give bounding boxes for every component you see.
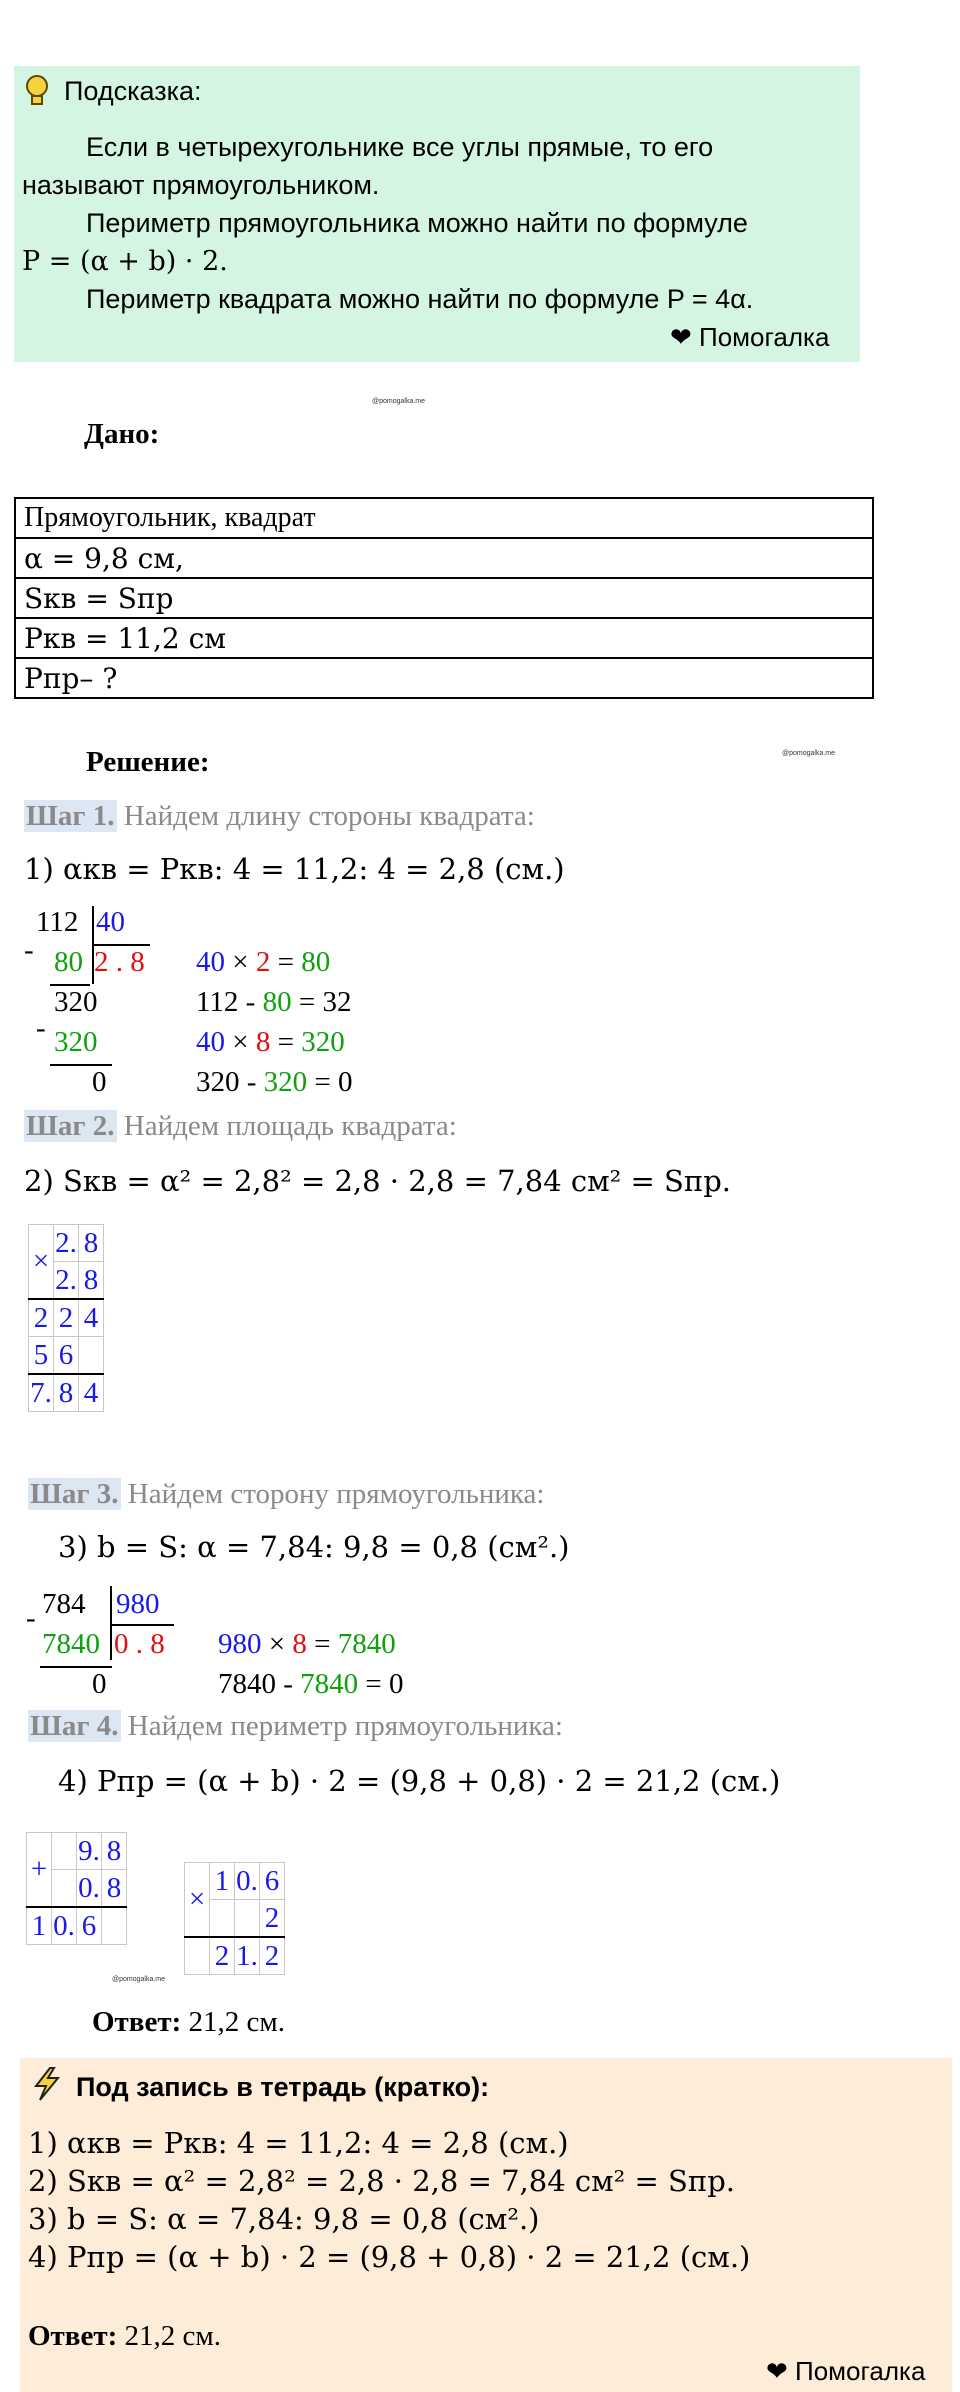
watermark: @pomogalka.me xyxy=(782,750,836,757)
digit: 6 xyxy=(260,1863,285,1900)
step-3-formula: 3) b = S: α = 7,84: 9,8 = 0,8 (см².) xyxy=(58,1530,570,1564)
lightning-icon xyxy=(30,2066,64,2102)
digit: 0. xyxy=(235,1863,260,1900)
dividend: 112 xyxy=(36,906,79,938)
step-text: Найдем длину стороны квадрата: xyxy=(123,800,535,832)
hint-line: Периметр квадрата можно найти по формуле P = 4α. xyxy=(86,284,754,314)
digit: 6 xyxy=(77,1907,102,1945)
step-2-header xyxy=(24,1110,457,1143)
digit: 4 xyxy=(79,1374,104,1412)
notebook-box xyxy=(20,2058,952,2392)
hint-formula: P = (α + b) · 2. xyxy=(22,246,228,277)
step-1-header xyxy=(24,800,535,833)
check-line: 40 × 2 = 80 xyxy=(196,946,331,978)
digit: 5 xyxy=(29,1337,54,1375)
answer-label: Ответ: xyxy=(92,2006,182,2038)
check-line: 980 × 8 = 7840 xyxy=(218,1628,396,1660)
subtrahend: 7840 xyxy=(42,1628,100,1660)
digit: 0. xyxy=(77,1870,102,1908)
digit xyxy=(79,1337,104,1375)
digit: 8 xyxy=(79,1262,104,1300)
notebook-line: 2) Sкв = α² = 2,8² = 2,8 · 2,8 = 7,84 см² = Sпр. xyxy=(28,2164,736,2198)
notebook-line: 4) Pпр = (α + b) · 2 = (9,8 + 0,8) · 2 = 21,2 (см.) xyxy=(28,2240,751,2274)
digit: 1 xyxy=(27,1907,52,1945)
notebook-answer xyxy=(28,2320,221,2353)
hint-line: называют прямоугольником. xyxy=(22,170,380,200)
heart-icon: ❤ xyxy=(670,322,692,352)
lightbulb-icon xyxy=(24,74,50,108)
given-row: Pпр– ? xyxy=(15,658,873,698)
digit: 4 xyxy=(79,1299,104,1337)
dividend: 784 xyxy=(42,1588,86,1620)
multiplication-grid-2 xyxy=(184,1862,285,1975)
hint-line: Если в четырехугольнике все углы прямые, то его xyxy=(86,132,714,162)
check-line: 112 - 80 = 32 xyxy=(196,986,352,1018)
plus-sign: + xyxy=(27,1833,52,1908)
digit: 0. xyxy=(52,1907,77,1945)
step-text: Найдем периметр прямоугольника: xyxy=(127,1710,563,1742)
check-line: 7840 - 7840 = 0 xyxy=(218,1668,404,1700)
digit: 7. xyxy=(29,1374,54,1412)
step-2-formula: 2) Sкв = α² = 2,8² = 2,8 · 2,8 = 7,84 см² = Sпр. xyxy=(24,1164,732,1198)
notebook-line: 3) b = S: α = 7,84: 9,8 = 0,8 (см².) xyxy=(28,2202,540,2236)
brand-label: ❤ Помогалка xyxy=(766,2356,926,2386)
digit: 6 xyxy=(54,1337,79,1375)
divisor: 980 xyxy=(116,1588,160,1620)
step-label: Шаг 4. xyxy=(30,1710,119,1742)
answer-label: Ответ: xyxy=(28,2320,118,2352)
hint-box xyxy=(14,66,860,362)
digit: 2 xyxy=(260,1900,285,1938)
digit: 1. xyxy=(235,1937,260,1975)
watermark: @pomogalka.me xyxy=(112,1976,166,1983)
step-4-formula: 4) Pпр = (α + b) · 2 = (9,8 + 0,8) · 2 = 21,2 (см.) xyxy=(58,1764,781,1798)
answer-value: 21,2 см. xyxy=(188,2006,285,2038)
divisor: 40 xyxy=(96,906,125,938)
digit xyxy=(185,1937,210,1975)
step-label: Шаг 3. xyxy=(30,1478,119,1510)
times-sign: × xyxy=(29,1225,54,1300)
digit: 2 xyxy=(260,1937,285,1975)
step-label: Шаг 2. xyxy=(26,1110,115,1142)
digit: 2. xyxy=(54,1262,79,1300)
digit: 8 xyxy=(54,1374,79,1412)
given-row: Sкв = Sпр xyxy=(15,578,873,618)
check-line: 40 × 8 = 320 xyxy=(196,1026,345,1058)
watermark: @pomogalka.me xyxy=(372,398,426,405)
digit: 8 xyxy=(102,1833,127,1870)
subtrahend: 320 xyxy=(54,1026,98,1058)
digit: 2 xyxy=(29,1299,54,1337)
quotient: 0 . 8 xyxy=(114,1628,165,1660)
digit xyxy=(210,1900,235,1938)
digit: 8 xyxy=(79,1225,104,1262)
heart-icon: ❤ xyxy=(766,2356,788,2386)
step-text: Найдем площадь квадрата: xyxy=(123,1110,457,1142)
hint-title: Подсказка: xyxy=(64,76,202,106)
hint-line: Периметр прямоугольника можно найти по формуле xyxy=(86,208,748,238)
given-table xyxy=(14,497,874,699)
check-line: 320 - 320 = 0 xyxy=(196,1066,353,1098)
answer-value: 21,2 см. xyxy=(124,2320,221,2352)
digit: 2 xyxy=(54,1299,79,1337)
digit: 2 xyxy=(210,1937,235,1975)
remainder: 320 xyxy=(54,986,98,1018)
given-heading: Дано: xyxy=(84,418,160,450)
remainder: 0 xyxy=(92,1066,107,1098)
digit: 1 xyxy=(210,1863,235,1900)
multiplication-grid-1 xyxy=(28,1224,104,1412)
brand-label: ❤ Помогалка xyxy=(670,322,830,352)
step-text: Найдем сторону прямоугольника: xyxy=(127,1478,545,1510)
given-row: Pкв = 11,2 см xyxy=(15,618,873,658)
step-label: Шаг 1. xyxy=(26,800,115,832)
digit xyxy=(235,1900,260,1938)
digit: 2. xyxy=(54,1225,79,1262)
times-sign: × xyxy=(185,1863,210,1938)
quotient: 2 . 8 xyxy=(94,946,145,978)
given-row: α = 9,8 см, xyxy=(15,538,873,578)
subtrahend: 80 xyxy=(54,946,83,978)
notebook-line: 1) αкв = Pкв: 4 = 11,2: 4 = 2,8 (см.) xyxy=(28,2126,569,2160)
step-1-formula: 1) αкв = Pкв: 4 = 11,2: 4 = 2,8 (см.) xyxy=(24,852,565,886)
notebook-title: Под запись в тетрадь (кратко): xyxy=(76,2072,490,2102)
solution-heading: Решение: xyxy=(86,746,210,778)
digit: 8 xyxy=(102,1870,127,1908)
remainder: 0 xyxy=(92,1668,107,1700)
answer xyxy=(92,2006,285,2039)
digit: 9. xyxy=(77,1833,102,1870)
addition-grid xyxy=(26,1832,127,1945)
step-4-header xyxy=(28,1710,563,1743)
given-row: Прямоугольник, квадрат xyxy=(15,498,873,538)
step-3-header xyxy=(28,1478,544,1511)
